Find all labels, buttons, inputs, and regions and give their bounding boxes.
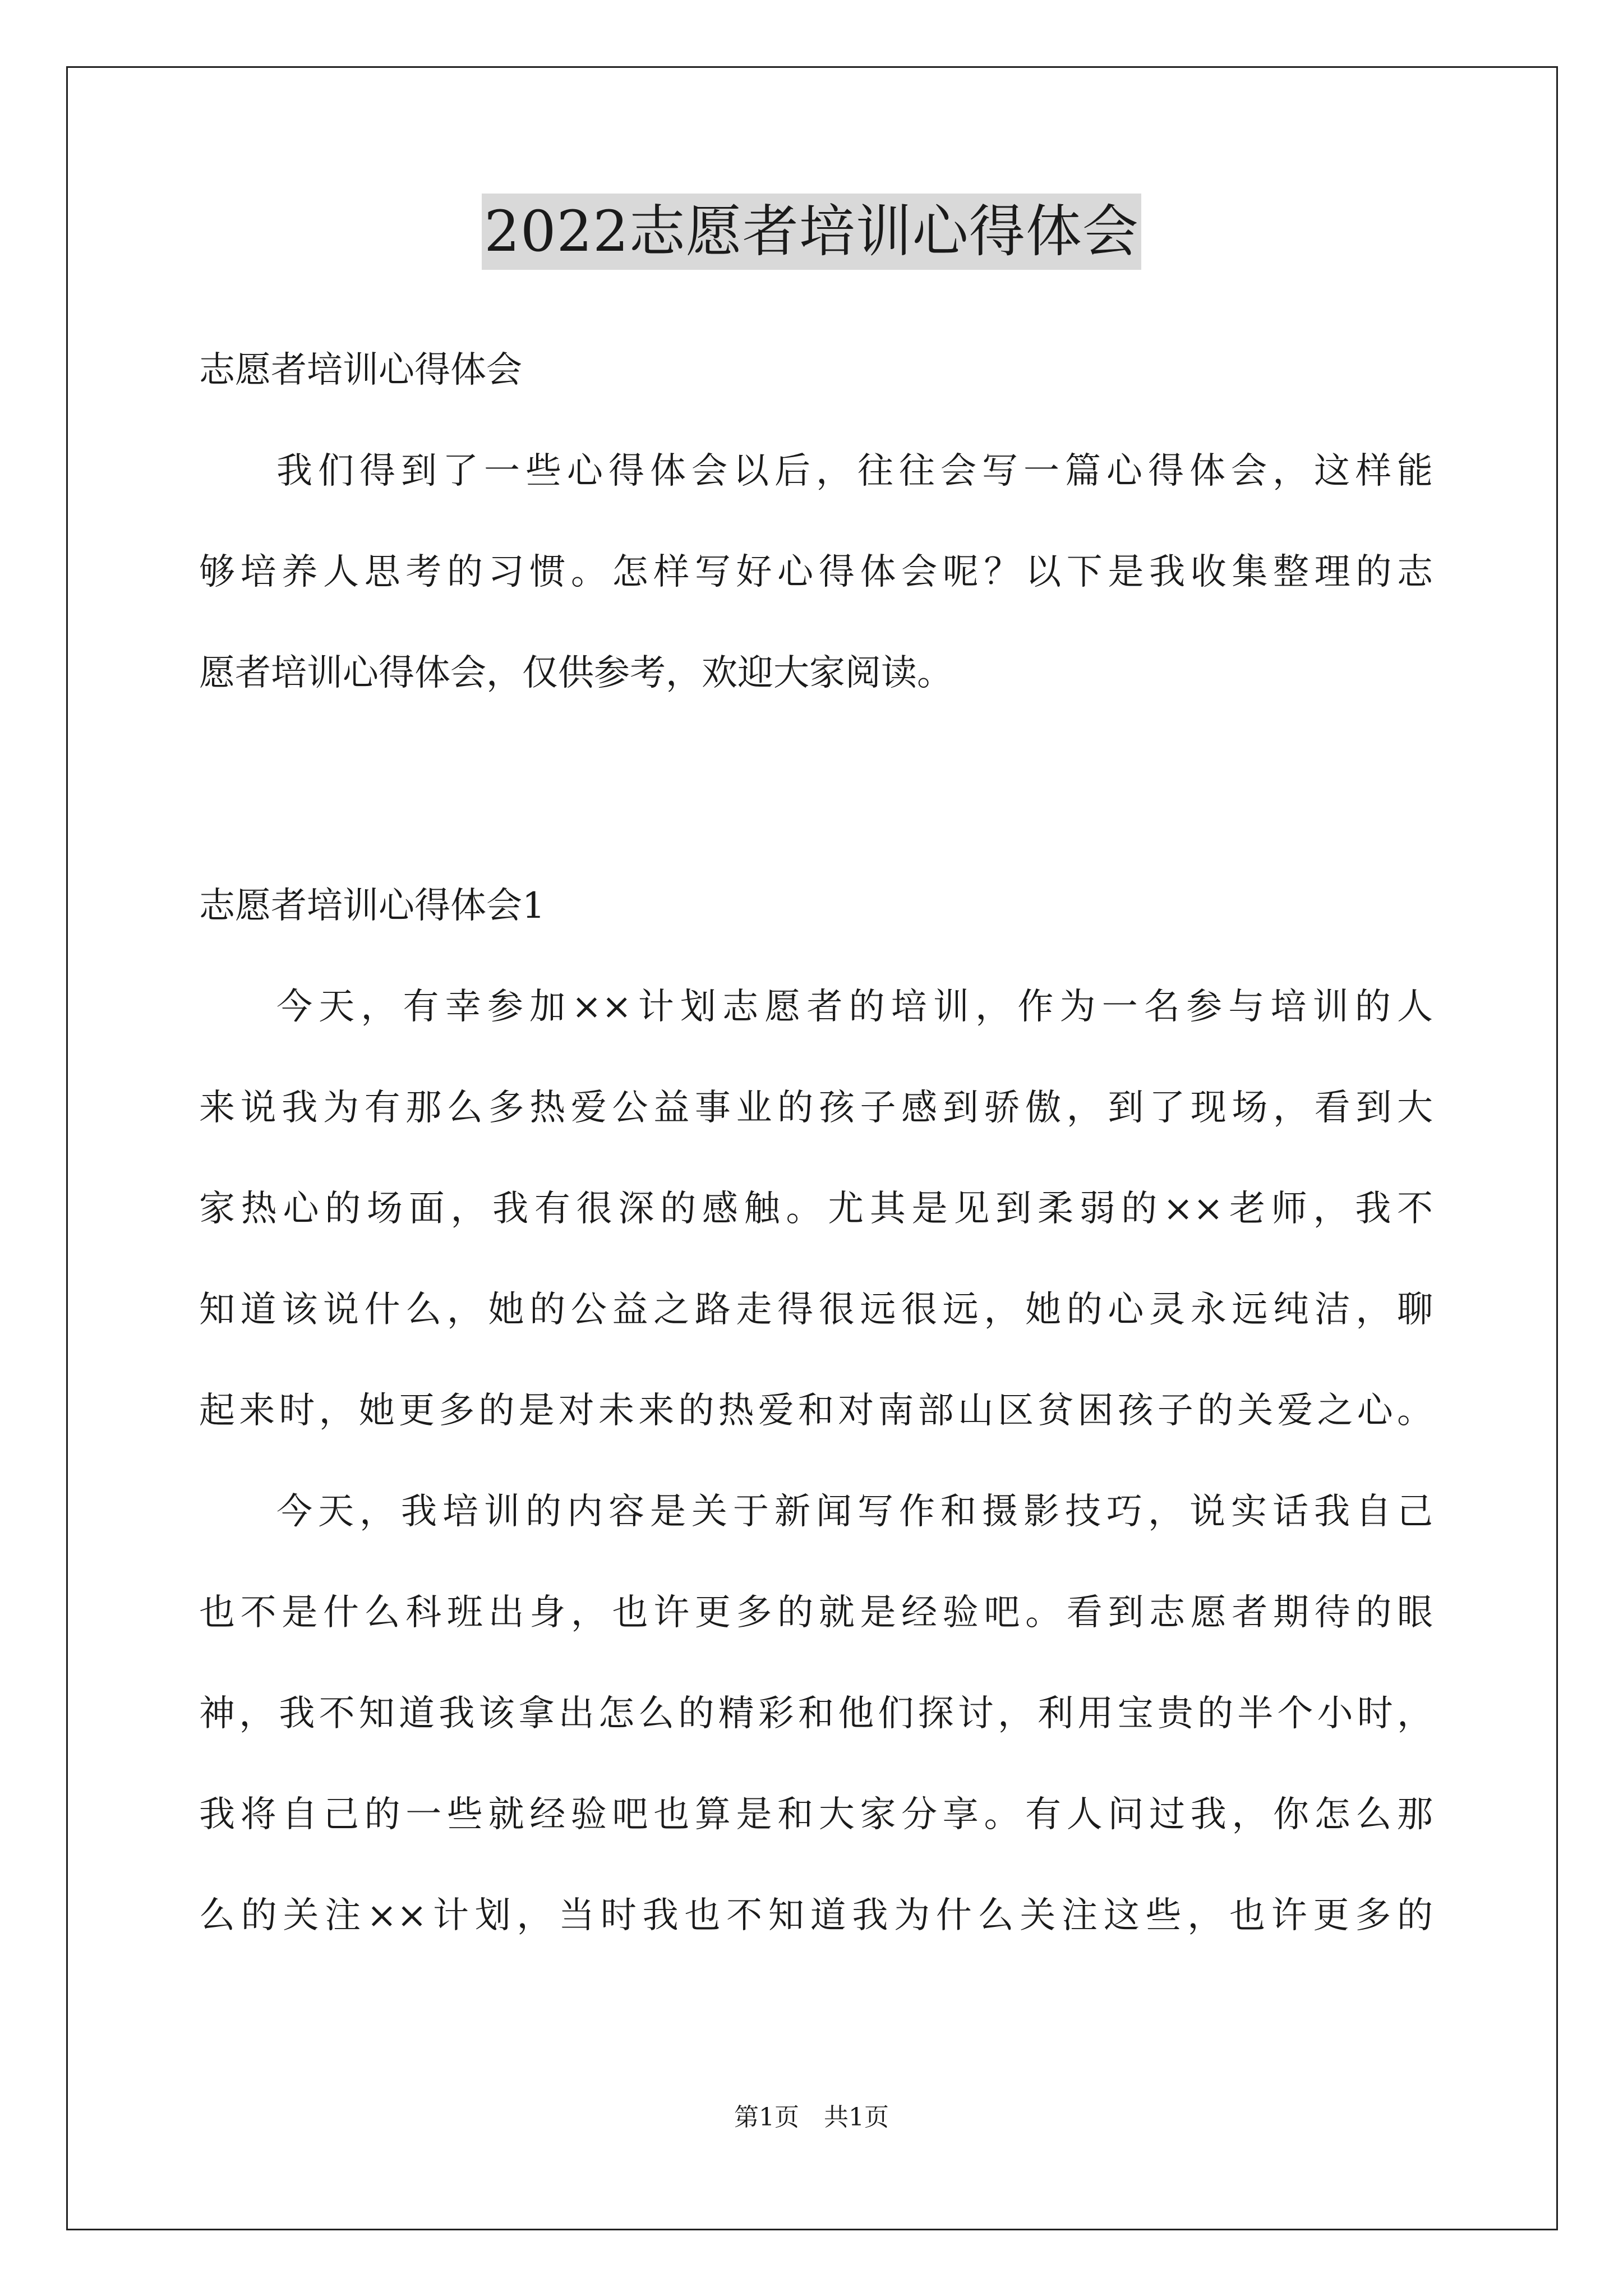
para2-line-5: 么的关注××计划，当时我也不知道我为什么关注这些，也许更多的 xyxy=(199,1895,1433,1936)
intro-line-3: 愿者培训心得体会，仅供参考，欢迎大家阅读。 xyxy=(199,652,953,694)
para2-line-2: 也不是什么科班出身，也许更多的就是经验吧。看到志愿者期待的眼 xyxy=(199,1592,1433,1634)
para1-line-2: 来说我为有那么多热爱公益事业的孩子感到骄傲，到了现场，看到大 xyxy=(199,1087,1433,1129)
para1-line-4: 知道该说什么，她的公益之路走得很远很远，她的心灵永远纯洁，聊 xyxy=(199,1289,1433,1331)
intro-line-2: 够培养人思考的习惯。怎样写好心得体会呢？以下是我收集整理的志 xyxy=(199,551,1433,593)
para2-line-3: 神，我不知道我该拿出怎么的精彩和他们探讨，利用宝贵的半个小时， xyxy=(199,1693,1433,1734)
title-container xyxy=(0,194,1623,270)
para1-line-3: 家热心的场面，我有很深的感触。尤其是见到柔弱的××老师，我不 xyxy=(199,1188,1433,1230)
document-title: 2022志愿者培训心得体会 xyxy=(482,194,1141,270)
page-footer: 第1页 共1页 xyxy=(734,2103,889,2132)
para1-line-1: 今天，有幸参加××计划志愿者的培训，作为一名参与培训的人 xyxy=(276,986,1433,1028)
subtitle: 志愿者培训心得体会 xyxy=(199,349,522,391)
para2-line-1: 今天，我培训的内容是关于新闻写作和摄影技巧，说实话我自己 xyxy=(276,1491,1433,1533)
para2-line-4: 我将自己的一些就经验吧也算是和大家分享。有人问过我，你怎么那 xyxy=(199,1794,1433,1835)
section-heading: 志愿者培训心得体会1 xyxy=(199,885,545,927)
intro-line-1: 我们得到了一些心得体会以后，往往会写一篇心得体会，这样能 xyxy=(276,450,1433,492)
para1-line-5: 起来时，她更多的是对未来的热爱和对南部山区贫困孩子的关爱之心。 xyxy=(199,1390,1433,1432)
